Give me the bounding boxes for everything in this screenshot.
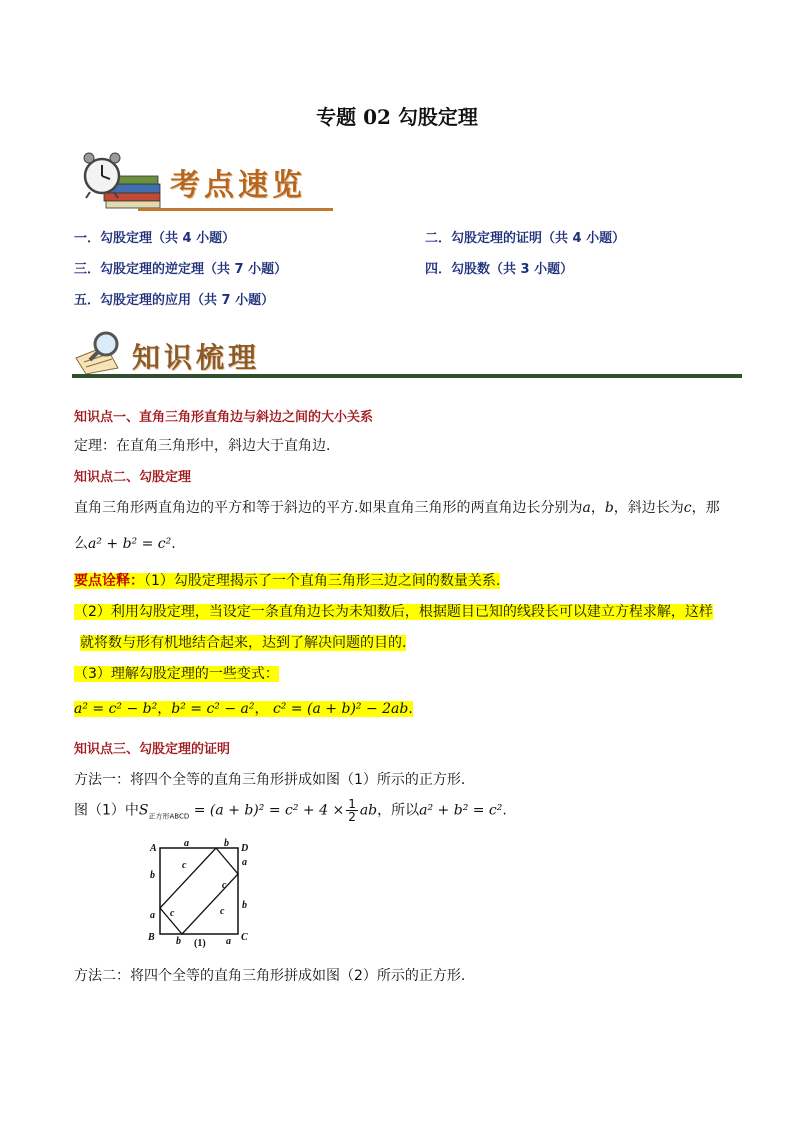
inner-tilted-square <box>160 848 238 934</box>
figure-1-diagram <box>140 838 260 950</box>
label-right-a: a <box>242 857 247 868</box>
label-bottom-b: b <box>176 936 181 947</box>
one-half-fraction: $\frac{1}{2}$ <box>348 797 356 824</box>
knowledge-banner <box>72 326 742 382</box>
label-right-b: b <box>242 900 247 911</box>
overview-banner-underline <box>138 208 333 211</box>
notes-line2: （2）利用勾股定理，当设定一条直角边长为未知数后，根据题目已知的线段长可以建立方程求解，这样 <box>74 604 713 620</box>
label-inner-c3: c <box>170 908 175 919</box>
kp3-fig1-equation: 图（1）中$S_{正方形ABCD} = (a + b)^2 = c^2 + 4$ × $\frac{1}{2}$ ab，所以a² + b² = c². <box>74 797 507 824</box>
pythagorean-formula: a² + b² = c² <box>88 536 172 552</box>
corner-B: B <box>148 932 155 943</box>
corner-D: D <box>241 843 249 854</box>
clock-books-icon <box>78 148 164 210</box>
corner-C: C <box>241 932 248 943</box>
kp3-method2: 方法二：将四个全等的直角三角形拼成如图（2）所示的正方形. <box>74 968 466 984</box>
kp2-line1: 直角三角形两直角边的平方和等于斜边的平方.如果直角三角形的两直角边长分别为a，b，斜边长为c，那 <box>74 500 720 516</box>
label-top-b: b <box>224 838 229 849</box>
overview-banner-title: 考点速览 <box>170 168 306 203</box>
kp3-heading: 知识点三、勾股定理的证明 <box>74 742 231 757</box>
notes-line4: （3）理解勾股定理的一些变式： <box>74 666 279 682</box>
kp3-method1: 方法一：将四个全等的直角三角形拼成如图（1）所示的正方形. <box>74 772 466 788</box>
label-left-a: a <box>150 910 155 921</box>
figure-1-caption: (1) <box>194 938 206 949</box>
corner-A: A <box>150 843 157 854</box>
magnifier-note-icon <box>72 328 128 376</box>
label-inner-c4: c <box>220 906 225 917</box>
kp2-line2: 么a² + b² = c². <box>74 536 176 552</box>
toc-item-5[interactable]: 五．勾股定理的应用（共 7 小题） <box>74 293 275 308</box>
notes-formulas: a² = c² − b²，b² = c² − a²， c² = (a + b)² − 2ab. <box>74 701 413 717</box>
label-bottom-a: a <box>226 936 231 947</box>
toc-item-2[interactable]: 二．勾股定理的证明（共 4 小题） <box>425 231 626 246</box>
knowledge-banner-rule <box>72 374 742 378</box>
page-title: 专题 02 勾股定理 <box>316 105 478 129</box>
label-inner-c2: c <box>222 880 227 891</box>
toc-item-1[interactable]: 一．勾股定理（共 4 小题） <box>74 231 236 246</box>
notes-line1: 要点诠释：（1）勾股定理揭示了一个直角三角形三边之间的数量关系. <box>74 573 501 589</box>
toc-item-3[interactable]: 三．勾股定理的逆定理（共 7 小题） <box>74 262 288 277</box>
kp1-heading: 知识点一、直角三角形直角边与斜边之间的大小关系 <box>74 410 374 425</box>
toc-item-4[interactable]: 四．勾股数（共 3 小题） <box>425 262 574 277</box>
kp2-heading: 知识点二、勾股定理 <box>74 470 192 485</box>
kp1-body: 定理：在直角三角形中，斜边大于直角边. <box>74 438 331 454</box>
knowledge-banner-title: 知识梳理 <box>132 341 261 374</box>
notes-label: 要点诠释： <box>74 573 144 589</box>
label-inner-c1: c <box>182 860 187 871</box>
label-left-b: b <box>150 870 155 881</box>
overview-banner <box>78 146 338 214</box>
label-top-a: a <box>184 838 189 849</box>
notes-line3: 就将数与形有机地结合起来，达到了解决问题的目的. <box>80 635 407 651</box>
